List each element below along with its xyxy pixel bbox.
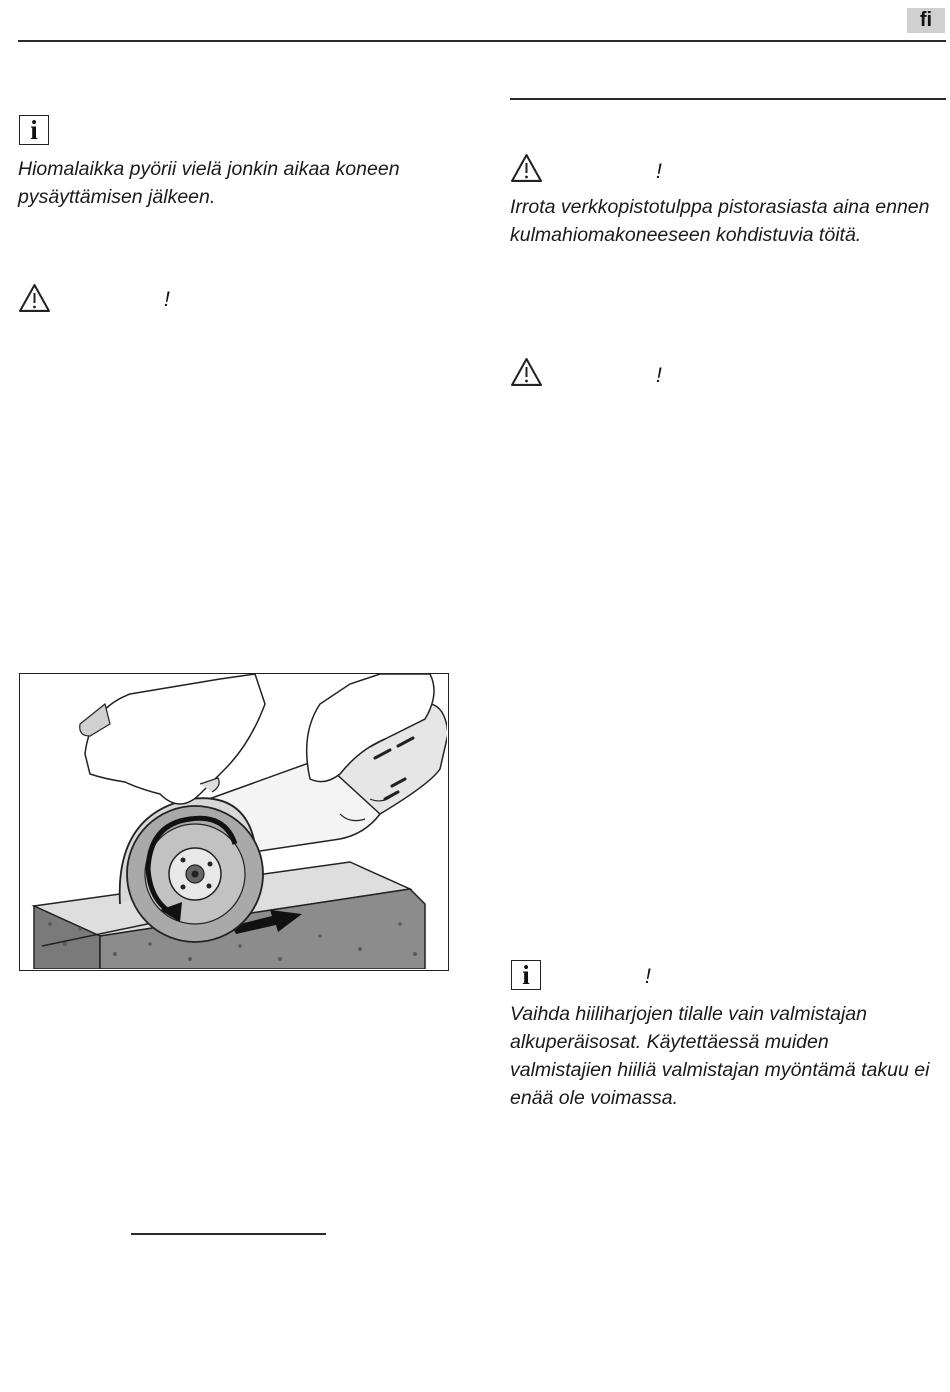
header-rule [18,40,946,42]
footnote-rule [131,1233,326,1235]
unplug-warning-text: Irrota verkkopistotulppa pistorasiasta aina ennen kulmahiomakoneeseen kohdistuvia töitä. [510,196,930,246]
angle-grinder-figure [19,673,449,971]
warning-triangle-icon [18,283,51,313]
info-mark: ! [645,965,651,988]
info-icon: i [19,115,49,145]
warning-mark: ! [656,160,662,183]
section-rule [510,98,946,100]
warning-mark: ! [656,364,662,387]
warning-triangle-icon [510,153,543,183]
info-note-text: Hiomalaikka pyörii vielä jonkin aikaa koneen pysäyttämisen jälkeen. [18,158,400,208]
language-tab: fi [907,8,945,33]
info-icon: i [511,960,541,990]
angle-grinder-cutting-illustration [20,674,447,969]
warning-mark: ! [164,288,170,311]
warning-triangle-icon [510,357,543,387]
carbon-brush-note-text: Vaihda hiiliharjojen tilalle vain valmistajan alkuperäisosat. Käytettäessä muiden valmistajien hiiliä valmistajan myöntämä takuu ei enää ole voimassa. [510,1003,930,1109]
